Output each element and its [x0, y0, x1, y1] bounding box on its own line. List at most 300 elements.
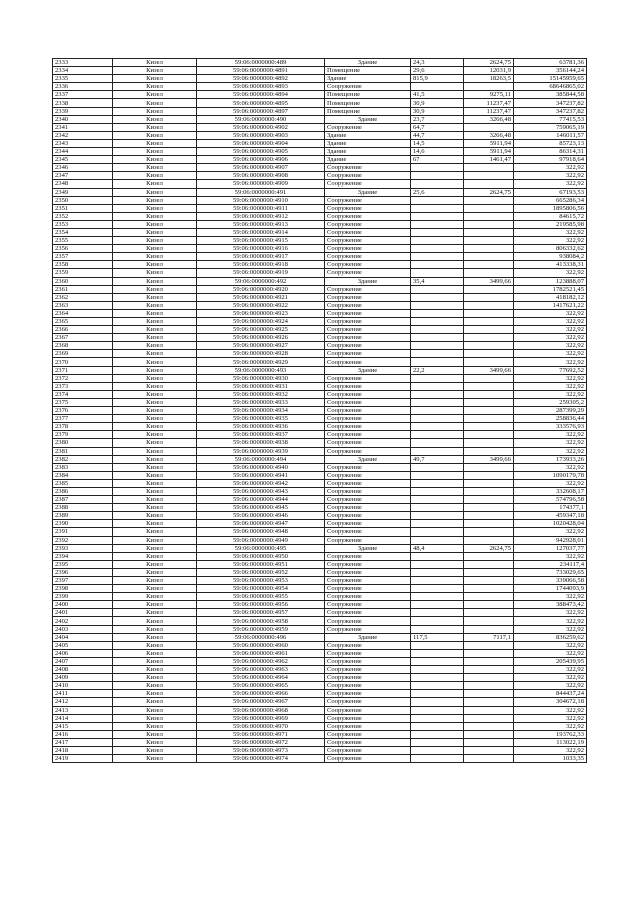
row-number-cell: 2369: [53, 350, 113, 358]
row-number-cell: 2363: [53, 301, 113, 309]
unit-value-cell: 3266,48: [464, 115, 514, 123]
locality-cell: Кизел: [113, 67, 197, 75]
unit-value-cell: [464, 568, 514, 576]
object-type-cell: Здание: [325, 59, 411, 67]
locality-cell: Кизел: [113, 156, 197, 164]
cadastral-number-cell: 59:06:0000000:4939: [197, 447, 325, 455]
locality-cell: Кизел: [113, 447, 197, 455]
table-row: [53, 172, 587, 180]
cadastral-value-cell: 322,92: [514, 269, 587, 277]
area-cell: 29,6: [411, 67, 464, 75]
locality-cell: Кизел: [113, 196, 197, 204]
table-row: [53, 544, 587, 552]
object-type-cell: Сооружение: [325, 269, 411, 277]
table-row: [53, 293, 587, 301]
area-cell: [411, 471, 464, 479]
locality-cell: Кизел: [113, 277, 197, 285]
area-cell: [411, 447, 464, 455]
unit-value-cell: 2624,75: [464, 59, 514, 67]
cadastral-number-cell: 59:06:0000000:4931: [197, 382, 325, 390]
cadastral-number-cell: 59:06:0000000:4974: [197, 755, 325, 763]
unit-value-cell: 12031,9: [464, 67, 514, 75]
table-row: [53, 471, 587, 479]
object-type-cell: Сооружение: [325, 487, 411, 495]
unit-value-cell: [464, 552, 514, 560]
cadastral-number-cell: 59:06:0000000:4964: [197, 674, 325, 682]
area-cell: [411, 657, 464, 665]
unit-value-cell: [464, 625, 514, 633]
area-cell: [411, 609, 464, 617]
row-number-cell: 2403: [53, 625, 113, 633]
locality-cell: Кизел: [113, 309, 197, 317]
cadastral-number-cell: 59:06:0000000:4949: [197, 536, 325, 544]
locality-cell: Кизел: [113, 520, 197, 528]
unit-value-cell: [464, 326, 514, 334]
row-number-cell: 2355: [53, 237, 113, 245]
cadastral-value-cell: 322,92: [514, 463, 587, 471]
locality-cell: Кизел: [113, 641, 197, 649]
row-number-cell: 2350: [53, 196, 113, 204]
area-cell: 24,3: [411, 59, 464, 67]
row-number-cell: 2375: [53, 398, 113, 406]
locality-cell: Кизел: [113, 463, 197, 471]
object-type-cell: Сооружение: [325, 617, 411, 625]
cadastral-value-cell: 322,92: [514, 528, 587, 536]
object-type-cell: Сооружение: [325, 431, 411, 439]
locality-cell: Кизел: [113, 738, 197, 746]
cadastral-number-cell: 59:06:0000000:493: [197, 366, 325, 374]
table-row: [53, 382, 587, 390]
cadastral-value-cell: 942928,01: [514, 536, 587, 544]
cadastral-number-cell: 59:06:0000000:4966: [197, 690, 325, 698]
area-cell: [411, 342, 464, 350]
cadastral-value-cell: 322,92: [514, 237, 587, 245]
unit-value-cell: [464, 196, 514, 204]
cadastral-value-cell: 938084,2: [514, 253, 587, 261]
area-cell: [411, 350, 464, 358]
object-type-cell: Сооружение: [325, 204, 411, 212]
area-cell: [411, 390, 464, 398]
table-row: [53, 706, 587, 714]
row-number-cell: 2389: [53, 512, 113, 520]
unit-value-cell: [464, 309, 514, 317]
locality-cell: Кизел: [113, 593, 197, 601]
table-row: [53, 342, 587, 350]
area-cell: [411, 674, 464, 682]
area-cell: [411, 714, 464, 722]
area-cell: [411, 261, 464, 269]
unit-value-cell: [464, 738, 514, 746]
locality-cell: Кизел: [113, 512, 197, 520]
area-cell: [411, 285, 464, 293]
unit-value-cell: [464, 415, 514, 423]
locality-cell: Кизел: [113, 609, 197, 617]
table-row: [53, 374, 587, 382]
locality-cell: Кизел: [113, 99, 197, 107]
object-type-cell: Сооружение: [325, 301, 411, 309]
cadastral-value-cell: 1020428,04: [514, 520, 587, 528]
locality-cell: Кизел: [113, 601, 197, 609]
row-number-cell: 2383: [53, 463, 113, 471]
area-cell: 14,6: [411, 148, 464, 156]
table-row: [53, 633, 587, 641]
locality-cell: Кизел: [113, 398, 197, 406]
locality-cell: Кизел: [113, 350, 197, 358]
locality-cell: Кизел: [113, 439, 197, 447]
area-cell: [411, 496, 464, 504]
row-number-cell: 2362: [53, 293, 113, 301]
cadastral-value-cell: 77415,53: [514, 115, 587, 123]
locality-cell: Кизел: [113, 755, 197, 763]
object-type-cell: Сооружение: [325, 560, 411, 568]
cadastral-number-cell: 59:06:0000000:4955: [197, 593, 325, 601]
table-row: [53, 487, 587, 495]
table-row: [53, 714, 587, 722]
table-row: [53, 746, 587, 754]
locality-cell: Кизел: [113, 479, 197, 487]
cadastral-value-cell: 127037,77: [514, 544, 587, 552]
area-cell: [411, 479, 464, 487]
unit-value-cell: [464, 471, 514, 479]
unit-value-cell: [464, 301, 514, 309]
area-cell: [411, 83, 464, 91]
area-cell: [411, 196, 464, 204]
locality-cell: Кизел: [113, 115, 197, 123]
row-number-cell: 2408: [53, 666, 113, 674]
locality-cell: Кизел: [113, 334, 197, 342]
area-cell: [411, 641, 464, 649]
locality-cell: Кизел: [113, 75, 197, 83]
table-row: [53, 520, 587, 528]
table-row: [53, 690, 587, 698]
area-cell: [411, 746, 464, 754]
area-cell: 23,7: [411, 115, 464, 123]
cadastral-value-cell: 123888,07: [514, 277, 587, 285]
cadastral-number-cell: 59:06:0000000:4948: [197, 528, 325, 536]
locality-cell: Кизел: [113, 625, 197, 633]
unit-value-cell: [464, 318, 514, 326]
object-type-cell: Сооружение: [325, 253, 411, 261]
cadastral-number-cell: 59:06:0000000:489: [197, 59, 325, 67]
unit-value-cell: [464, 261, 514, 269]
area-cell: [411, 374, 464, 382]
row-number-cell: 2419: [53, 755, 113, 763]
row-number-cell: 2353: [53, 220, 113, 228]
cadastral-number-cell: 59:06:0000000:4937: [197, 431, 325, 439]
area-cell: [411, 536, 464, 544]
cadastral-value-cell: 322,92: [514, 180, 587, 188]
cadastral-number-cell: 59:06:0000000:4954: [197, 585, 325, 593]
row-number-cell: 2352: [53, 212, 113, 220]
unit-value-cell: [464, 528, 514, 536]
object-type-cell: Помещение: [325, 91, 411, 99]
object-type-cell: Сооружение: [325, 293, 411, 301]
table-row: [53, 455, 587, 463]
object-type-cell: Сооружение: [325, 172, 411, 180]
cadastral-value-cell: 86314,31: [514, 148, 587, 156]
unit-value-cell: 7117,1: [464, 633, 514, 641]
unit-value-cell: [464, 585, 514, 593]
cadastral-value-cell: 322,92: [514, 593, 587, 601]
row-number-cell: 2339: [53, 107, 113, 115]
row-number-cell: 2372: [53, 374, 113, 382]
cadastral-number-cell: 59:06:0000000:494: [197, 455, 325, 463]
cadastral-number-cell: 59:06:0000000:4917: [197, 253, 325, 261]
unit-value-cell: [464, 83, 514, 91]
cadastral-value-cell: 219585,98: [514, 220, 587, 228]
object-type-cell: Сооружение: [325, 690, 411, 698]
unit-value-cell: [464, 512, 514, 520]
table-row: [53, 115, 587, 123]
table-row: [53, 318, 587, 326]
cadastral-number-cell: 59:06:0000000:4905: [197, 148, 325, 156]
unit-value-cell: [464, 722, 514, 730]
locality-cell: Кизел: [113, 415, 197, 423]
unit-value-cell: [464, 487, 514, 495]
table-row: [53, 431, 587, 439]
cadastral-value-cell: 63781,36: [514, 59, 587, 67]
locality-cell: Кизел: [113, 568, 197, 576]
table-row: [53, 617, 587, 625]
area-cell: [411, 439, 464, 447]
cadastral-value-cell: 85723,13: [514, 139, 587, 147]
object-type-cell: Сооружение: [325, 496, 411, 504]
table-row: [53, 536, 587, 544]
locality-cell: Кизел: [113, 366, 197, 374]
table-row: [53, 641, 587, 649]
locality-cell: Кизел: [113, 657, 197, 665]
cadastral-number-cell: 59:06:0000000:4906: [197, 156, 325, 164]
table-row: [53, 528, 587, 536]
row-number-cell: 2337: [53, 91, 113, 99]
row-number-cell: 2409: [53, 674, 113, 682]
object-type-cell: Сооружение: [325, 463, 411, 471]
row-number-cell: 2391: [53, 528, 113, 536]
cadastral-number-cell: 59:06:0000000:4903: [197, 131, 325, 139]
cadastral-number-cell: 59:06:0000000:4938: [197, 439, 325, 447]
cadastral-value-cell: 234117,4: [514, 560, 587, 568]
object-type-cell: Сооружение: [325, 528, 411, 536]
table-row: [53, 326, 587, 334]
locality-cell: Кизел: [113, 577, 197, 585]
table-row: [53, 390, 587, 398]
object-type-cell: Сооружение: [325, 374, 411, 382]
cadastral-value-cell: 1033,35: [514, 755, 587, 763]
object-type-cell: Сооружение: [325, 649, 411, 657]
cadastral-value-cell: 173933,26: [514, 455, 587, 463]
locality-cell: Кизел: [113, 172, 197, 180]
cadastral-number-cell: 59:06:0000000:4947: [197, 520, 325, 528]
cadastral-number-cell: 59:06:0000000:4961: [197, 649, 325, 657]
cadastral-value-cell: 322,92: [514, 390, 587, 398]
cadastral-number-cell: 59:06:0000000:496: [197, 633, 325, 641]
table-row: [53, 601, 587, 609]
cadastral-value-cell: 347237,82: [514, 107, 587, 115]
object-type-cell: Здание: [325, 633, 411, 641]
table-row: [53, 682, 587, 690]
area-cell: 35,4: [411, 277, 464, 285]
cadastral-value-cell: 322,92: [514, 350, 587, 358]
unit-value-cell: [464, 649, 514, 657]
area-cell: [411, 326, 464, 334]
cadastral-value-cell: 322,92: [514, 641, 587, 649]
area-cell: [411, 358, 464, 366]
table-row: [53, 625, 587, 633]
area-cell: [411, 577, 464, 585]
cadastral-value-cell: 287399,29: [514, 407, 587, 415]
row-number-cell: 2387: [53, 496, 113, 504]
cadastral-number-cell: 59:06:0000000:4969: [197, 714, 325, 722]
object-type-cell: Сооружение: [325, 245, 411, 253]
locality-cell: Кизел: [113, 253, 197, 261]
locality-cell: Кизел: [113, 390, 197, 398]
object-type-cell: Сооружение: [325, 407, 411, 415]
area-cell: [411, 463, 464, 471]
cadastral-number-cell: 59:06:0000000:4946: [197, 512, 325, 520]
row-number-cell: 2333: [53, 59, 113, 67]
unit-value-cell: 2624,75: [464, 544, 514, 552]
locality-cell: Кизел: [113, 293, 197, 301]
cadastral-number-cell: 59:06:0000000:4950: [197, 552, 325, 560]
table-row: [53, 180, 587, 188]
row-number-cell: 2397: [53, 577, 113, 585]
object-type-cell: Сооружение: [325, 228, 411, 236]
unit-value-cell: [464, 212, 514, 220]
object-type-cell: Сооружение: [325, 657, 411, 665]
unit-value-cell: [464, 431, 514, 439]
cadastral-number-cell: 59:06:0000000:4923: [197, 309, 325, 317]
row-number-cell: 2398: [53, 585, 113, 593]
object-type-cell: Здание: [325, 156, 411, 164]
area-cell: [411, 552, 464, 560]
table-row: [53, 398, 587, 406]
cadastral-value-cell: 322,92: [514, 609, 587, 617]
cadastral-value-cell: 347237,82: [514, 99, 587, 107]
area-cell: [411, 722, 464, 730]
unit-value-cell: [464, 601, 514, 609]
row-number-cell: 2406: [53, 649, 113, 657]
cadastral-value-cell: 322,92: [514, 382, 587, 390]
area-cell: [411, 755, 464, 763]
object-type-cell: Помещение: [325, 67, 411, 75]
cadastral-value-cell: 322,92: [514, 714, 587, 722]
cadastral-number-cell: 59:06:0000000:4927: [197, 342, 325, 350]
area-cell: 67: [411, 156, 464, 164]
cadastral-number-cell: 59:06:0000000:4924: [197, 318, 325, 326]
row-number-cell: 2400: [53, 601, 113, 609]
row-number-cell: 2343: [53, 139, 113, 147]
row-number-cell: 2341: [53, 123, 113, 131]
row-number-cell: 2388: [53, 504, 113, 512]
object-type-cell: Здание: [325, 131, 411, 139]
area-cell: [411, 568, 464, 576]
unit-value-cell: [464, 690, 514, 698]
cadastral-value-cell: 258836,44: [514, 415, 587, 423]
row-number-cell: 2413: [53, 706, 113, 714]
cadastral-value-cell: 322,92: [514, 617, 587, 625]
cadastral-number-cell: 59:06:0000000:4932: [197, 390, 325, 398]
row-number-cell: 2401: [53, 609, 113, 617]
locality-cell: Кизел: [113, 139, 197, 147]
object-type-cell: Здание: [325, 544, 411, 552]
row-number-cell: 2405: [53, 641, 113, 649]
unit-value-cell: [464, 423, 514, 431]
unit-value-cell: [464, 463, 514, 471]
cadastral-value-cell: 356144,24: [514, 67, 587, 75]
object-type-cell: Сооружение: [325, 309, 411, 317]
area-cell: [411, 520, 464, 528]
locality-cell: Кизел: [113, 722, 197, 730]
cadastral-number-cell: 59:06:0000000:4945: [197, 504, 325, 512]
object-type-cell: Сооружение: [325, 390, 411, 398]
table-row: [53, 463, 587, 471]
row-number-cell: 2361: [53, 285, 113, 293]
cadastral-number-cell: 59:06:0000000:4962: [197, 657, 325, 665]
area-cell: [411, 415, 464, 423]
area-cell: [411, 164, 464, 172]
locality-cell: Кизел: [113, 666, 197, 674]
unit-value-cell: [464, 682, 514, 690]
object-type-cell: Сооружение: [325, 382, 411, 390]
table-row: [53, 447, 587, 455]
cadastral-number-cell: 59:06:0000000:4909: [197, 180, 325, 188]
cadastral-value-cell: 806332,62: [514, 245, 587, 253]
cadastral-value-cell: 1090179,78: [514, 471, 587, 479]
cadastral-number-cell: 59:06:0000000:4914: [197, 228, 325, 236]
area-cell: [411, 504, 464, 512]
table-row: [53, 730, 587, 738]
object-type-cell: Сооружение: [325, 641, 411, 649]
object-type-cell: Сооружение: [325, 674, 411, 682]
area-cell: [411, 293, 464, 301]
row-number-cell: 2371: [53, 366, 113, 374]
table-row: [53, 301, 587, 309]
row-number-cell: 2351: [53, 204, 113, 212]
table-row: [53, 309, 587, 317]
area-cell: [411, 487, 464, 495]
unit-value-cell: [464, 730, 514, 738]
area-cell: 22,2: [411, 366, 464, 374]
table-row: [53, 649, 587, 657]
object-type-cell: Сооружение: [325, 520, 411, 528]
table-row: [53, 577, 587, 585]
locality-cell: Кизел: [113, 617, 197, 625]
row-number-cell: 2411: [53, 690, 113, 698]
cadastral-value-cell: 322,92: [514, 358, 587, 366]
cadastral-number-cell: 59:06:0000000:4912: [197, 212, 325, 220]
cadastral-value-cell: 418182,12: [514, 293, 587, 301]
cadastral-value-cell: 322,92: [514, 374, 587, 382]
row-number-cell: 2338: [53, 99, 113, 107]
area-cell: [411, 690, 464, 698]
object-type-cell: Сооружение: [325, 722, 411, 730]
table-row: [53, 99, 587, 107]
table-row: [53, 285, 587, 293]
table-row: [53, 261, 587, 269]
unit-value-cell: [464, 334, 514, 342]
cadastral-value-cell: 844437,24: [514, 690, 587, 698]
cadastral-number-cell: 59:06:0000000:4897: [197, 107, 325, 115]
object-type-cell: Сооружение: [325, 577, 411, 585]
locality-cell: Кизел: [113, 123, 197, 131]
table-row: [53, 131, 587, 139]
table-row: [53, 504, 587, 512]
row-number-cell: 2346: [53, 164, 113, 172]
table-row: [53, 334, 587, 342]
object-type-cell: Сооружение: [325, 601, 411, 609]
row-number-cell: 2347: [53, 172, 113, 180]
object-type-cell: Сооружение: [325, 447, 411, 455]
